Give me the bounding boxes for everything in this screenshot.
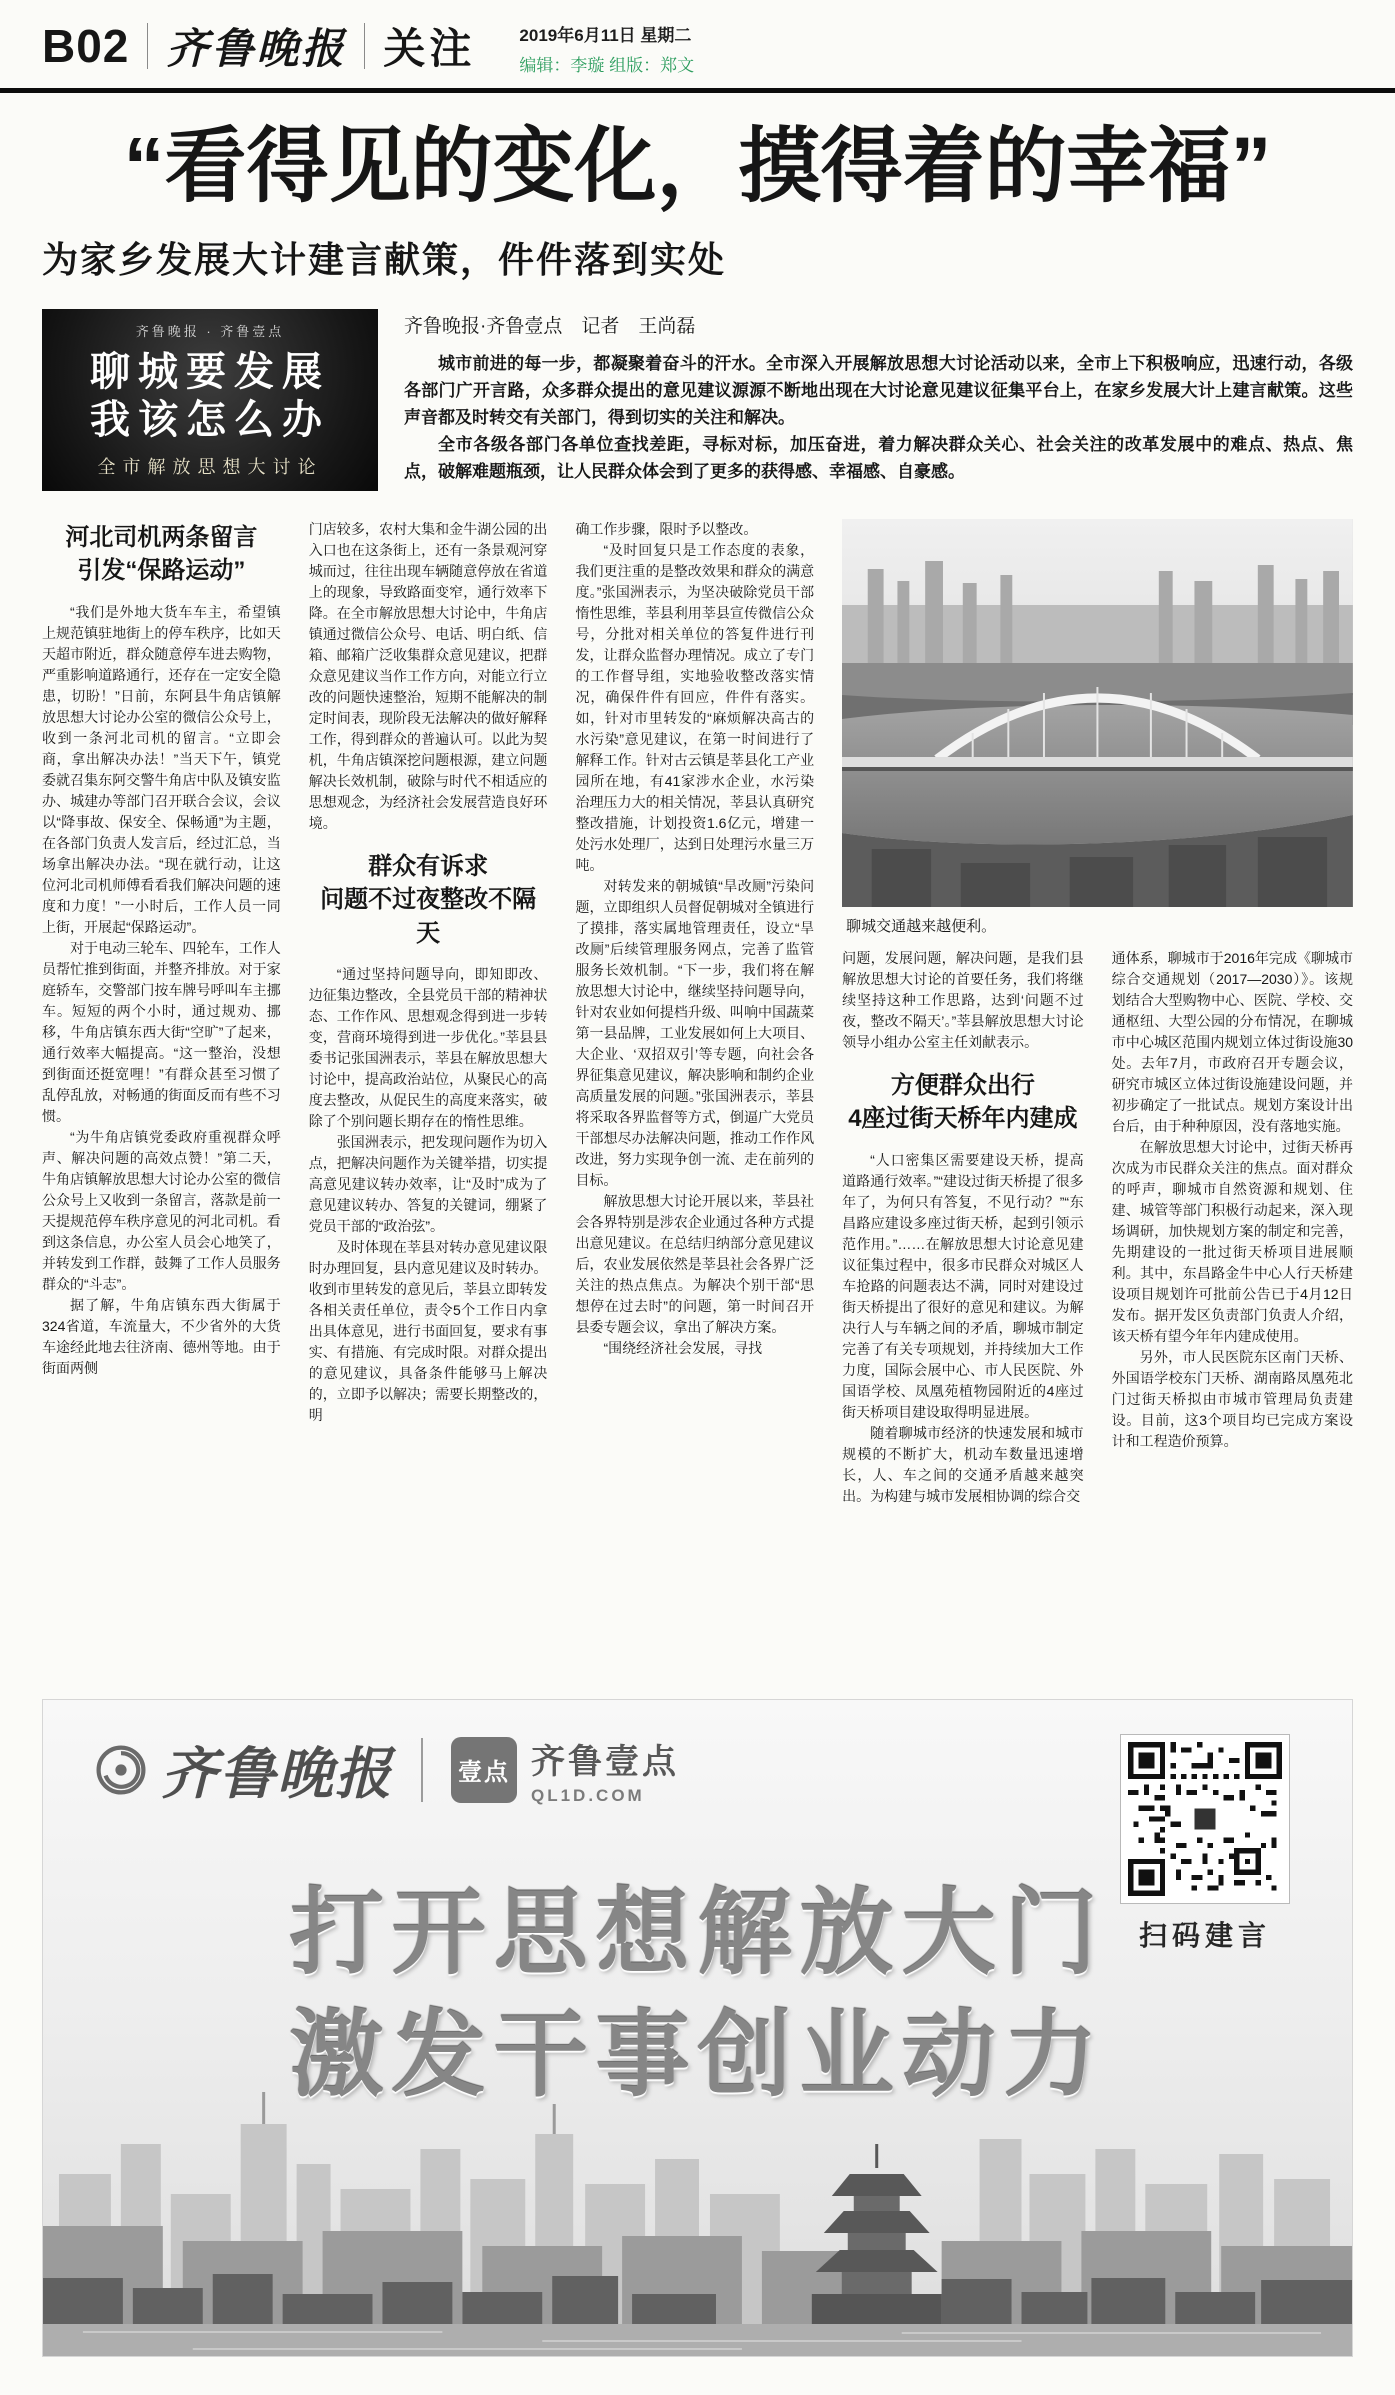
qilu-swirl-icon: [93, 1742, 149, 1798]
yidian-text-block: [531, 1734, 679, 1806]
promo-box: [42, 309, 378, 491]
masthead-logo: 齐鲁晚报: [166, 27, 347, 73]
text-column-2: [309, 519, 548, 1669]
body-paragraph: 及时体现在莘县对转办意见建议限时办理回复，县内意见建议及时转办。收到市里转发的意见后，莘县立即转发各相关责任单位，责令5个工作日内拿出具体意见，进行书面回复，要求有事实、有措施、有完成时限。对群众提出的意见建议，具备条件能够马上解决的，立即予以解决；需要长期整改的，明: [308, 1239, 548, 1424]
body-paragraph: 解放思想大讨论开展以来，莘县社会各界特别是涉农企业通过各种方式提出意见建议。在总结归纳部分意见建议后，农业发展依然是莘县社会各界广泛关注的热点焦点。为解决个别干部“思想停在过去时”的问题，第一时间召开县委专题会议，拿出了解决方案。: [575, 1192, 815, 1335]
section-title: 关注: [383, 25, 476, 72]
ad-masthead-logo: 齐鲁晚报: [161, 1743, 393, 1806]
body-paragraph: 问题，发展问题，解决问题，是我们县解放思想大讨论的首要任务，我们将继续坚持这种工作思路，达到‘问题不过夜，整改不隔天’。”莘县解放思想大讨论领导小组办公室主任刘献表示。: [842, 949, 1084, 1050]
qr-code: [1120, 1734, 1290, 1904]
ad-slogan-line-1: 打开思想解放大门: [289, 1879, 1106, 1985]
pagoda-silhouette: [812, 2144, 942, 2324]
section-heading-line: 问题不过夜整改不隔天: [320, 886, 537, 947]
section-heading-line: 方便群众出行: [890, 1071, 1035, 1099]
section-heading-line: 4座过街天桥年内建成: [848, 1105, 1078, 1133]
main-headline: “看得见的变化，摸得着的幸福”: [123, 121, 1272, 212]
body-paragraph: “我们是外地大货车车主，希望镇上规范镇驻地街上的停车秩序，比如天天超市附近，群众随意停车进去购物，严重影响道路通行，还存在一定安全隐患，切盼！”日前，东阿县牛角店镇解放思想大讨论办公室的微信公众号上，收到一条河北司机的留言。“立即会商，拿出解决办法！”当天下午，镇党委就召集东阿交警牛角店中队及镇安监办、城建办等部门召开联合会议，会议以“降事故、保安全、保畅通”为主题，在各部门负责人发言后，经过汇总，当场拿出解决办法。“现在就行动，让这位河北司机师傅看看我们解决问题的速度和力度！”一小时后，工作人员一同上街，开展起“保路运动”。: [42, 603, 281, 935]
body-paragraph: 另外，市人民医院东区南门天桥、外国语学校东门天桥、湖南路凤凰苑北门过街天桥拟由市城市管理局负责建设。目前，这3个项目均已完成方案设计和工程造价预算。: [1111, 1348, 1353, 1449]
section-heading-3: [842, 1069, 1083, 1136]
ad-divider: [421, 1738, 423, 1802]
qr-block: [1114, 1734, 1296, 1954]
section-heading-2: [309, 850, 548, 951]
bottom-advertisement: [42, 1699, 1353, 2357]
yidian-name: 齐鲁壹点: [531, 1742, 679, 1781]
ad-slogan-line-2: 激发干事创业动力: [289, 2001, 1106, 2107]
lower-columns: [842, 948, 1353, 1669]
body-paragraph: “人口密集区需要建设天桥，提高道路通行效率。”“建设过街天桥提了很多年了，为何只有答复，不见行动？”“东昌路应建设多座过街天桥，起到引领示范作用。”……在解放思想大讨论意见建议征集过程中，很多市民群众对城区人车抢路的问题表达不满，同时对建设过街天桥提出了很好的意见和建议。为解决行人与车辆之间的矛盾，聊城市制定完善了有关专项规划，并持续加大工作力度，国际会展中心、市人民医院、外国语学校、凤凰苑植物园附近的4座过街天桥项目建设取得明显进展。: [842, 1151, 1084, 1420]
body-paragraph: “及时回复只是工作态度的表象，我们更注重的是整改效果和群众的满意度。”张国洲表示，为坚决破除党员干部惰性思维，莘县利用莘县宣传微信公众号，分批对相关单位的答复件进行刊发，让群众监督办理情况。成立了专门的工作督导组，实地验收整改落实情况，确保件件有回应，件件有落实。如，针对市里转发的“麻烦解决高古的水污染”意见建议，在第一时间进行了解释工作。针对古云镇是莘县化工产业园所在地，有41家涉水企业，水污染治理压力大的相关情况，莘县认真研究整改措施，计划投资1.6亿元，增建一处污水处理厂，达到日处理污水量三万吨。: [575, 541, 815, 873]
body-paragraph: 对于电动三轮车、四轮车，工作人员帮忙推到街面，并整齐排放。对于家庭轿车，交警部门按车牌号呼叫车主挪车。短短的两个小时，通过规劝、挪移，牛角店镇东西大街“空旷”了起来，通行效率大幅提高。“这一整治，没想到街面还挺宽哩！”有群众甚至习惯了乱停乱放，对畅通的街面反而有些不习惯。: [42, 939, 281, 1124]
yidian-url: QL1D.COM: [531, 1785, 645, 1805]
section-heading-line: 群众有诉求: [368, 852, 489, 880]
section-heading-line: 河北司机两条留言: [65, 523, 258, 551]
section-heading-1: [42, 521, 281, 588]
body-paragraph: 随着聊城市经济的快速发展和城市规模的不断扩大，机动车数量迅速增长，人、车之间的交通矛盾越来越突出。为构建与城市发展相协调的综合交: [842, 1424, 1084, 1504]
text-column-5: [1112, 948, 1353, 1669]
header-rule: [0, 88, 1395, 93]
body-paragraph: “围绕经济社会发展，寻找: [603, 1339, 763, 1356]
header-divider: [147, 23, 148, 69]
lead-paragraph: 城市前进的每一步，都凝聚着奋斗的汗水。全市深入开展解放思想大讨论活动以来，全市上下积极响应，迅速行动，各级各部门广开言路，众多群众提出的意见建议源源不断地出现在大讨论意见建议征集平台上，在家乡发展大计上建言献策。这些声音都及时转交有关部门，得到切实的关注和解决。: [404, 353, 1353, 427]
right-block: [842, 519, 1353, 1669]
lead-text-block: [404, 309, 1353, 491]
yidian-logo-icon: 壹点: [451, 1737, 517, 1803]
article-body: [42, 519, 1353, 1669]
text-column-3: [575, 519, 814, 1669]
qr-label: 扫码建言: [1138, 1919, 1271, 1951]
section-heading-line: 引发“保路运动”: [77, 557, 246, 585]
header-meta: [519, 17, 694, 76]
promo-line-1: 聊城要发展: [90, 349, 330, 394]
body-paragraph: “为牛角店镇党委政府重视群众呼声、解决问题的高效点赞！”第二天，牛角店镇解放思想大讨论办公室的微信公众号上又收到一条留言，落款是前一天提规范停车秩序意见的河北司机。看到这条信息，办公室人员会心地笑了，并转发到工作群，鼓舞了工作人员服务群众的“斗志”。: [42, 1128, 281, 1292]
body-paragraph: 门店较多，农村大集和金牛湖公园的出入口也在这条街上，还有一条景观河穿城而过，往往出现车辆随意停放在省道上的现象，导致路面变窄，通行效率下降。在全市解放思想大讨论中，牛角店镇通过微信公众号、电话、明白纸、信箱、邮箱广泛收集群众意见建议，把群众意见建议当作工作方向，对能立行立改的问题快速整治，短期不能解决的制定时间表，现阶段无法解决的做好解释工作，得到群众的普遍认可。以此为契机，牛角店镇深挖问题根源，建立问题解决长效机制，破除与时代不相适应的思想观念，为经济社会发展营造良好环境。: [308, 520, 548, 831]
byline: 齐鲁晚报·齐鲁壹点 记者 王尚磊: [404, 315, 696, 337]
body-paragraph: 确工作步骤，限时予以整改。: [575, 520, 758, 537]
lead-paragraph: 全市各级各部门各单位查找差距，寻标对标，加压奋进，着力解决群众关心、社会关注的改革发展中的难点、热点、焦点，破解难题瓶颈，让人民群众体会到了更多的获得感、幸福感、自豪感。: [404, 435, 1353, 482]
body-paragraph: 张国洲表示，把发现问题作为切入点，把解决问题作为关键举措，切实提高意见建议转办效率，让“及时”成为了意见建议转办、答复的关键词，绷紧了党员干部的“政治弦”。: [308, 1134, 548, 1235]
photo-caption: 聊城交通越来越便利。: [846, 917, 997, 935]
article-lead-row: [42, 309, 1353, 491]
promo-line-2: 我该怎么办: [90, 398, 330, 443]
text-column-1: [42, 519, 281, 1669]
editor-credits: 编辑：李璇 组版：郑文: [519, 55, 695, 75]
sub-headline: 为家乡发展大计建言献策，件件落到实处: [42, 238, 727, 280]
body-paragraph: 在解放思想大讨论中，过街天桥再次成为市民群众关注的焦点。面对群众的呼声，聊城市自然资源和规划、住建、城管等部门积极行动起来，深入现场调研，加快规划方案的制定和完善，先期建设的一批过街天桥项目进展顺利。其中，东昌路金牛中心人行天桥建设项目规划许可批前公告已于4月12日发布。据开发区负责部门负责人介绍，该天桥有望今年年内建成使用。: [1111, 1138, 1353, 1344]
publication-date: 2019年6月11日 星期二: [519, 25, 692, 45]
promo-brand: 齐鲁晚报 · 齐鲁壹点: [135, 323, 285, 339]
body-paragraph: 通体系，聊城市于2016年完成《聊城市综合交通规划（2017—2030）》。该规划结合大型购物中心、医院、学校、交通枢纽、大型公园的分布情况，在聊城市中心城区范围内规划立体过街设施30处。去年7月，市政府召开专题会议，研究市城区立体过街设施建设问题，并初步确定了一批试点。规划方案设计出台后，由于种种原因，没有落地实施。: [1111, 949, 1353, 1134]
page-header: [0, 0, 1395, 88]
page-number: B02: [42, 20, 130, 72]
body-paragraph: 对转发来的朝城镇“旱改厕”污染问题，立即组织人员督促朝城对全镇进行了摸排，落实属地管理责任，设立“旱改厕”后续管理服务网点，完善了监管服务长效机制。“下一步，我们将在解放思想大讨论中，继续坚持问题导向，针对农业如何提档升级、叫响中国蔬菜第一县品牌，工业发展如何上大项目、大企业、‘双招双引’等专题，向社会各界征集意见建议，解决影响和制约企业高质量发展的问题。”张国洲表示，莘县将采取各界监督等方式，倒逼广大党员干部想尽办法解决问题，推动工作作风改进，努力实现争创一流、走在前列的目标。: [575, 877, 815, 1188]
promo-subtitle: 全市解放思想大讨论: [97, 456, 323, 477]
body-paragraph: 据了解，牛角店镇东西大街属于324省道，车流量大，不少省外的大货车途经此地去往济南、德州等地。由于街面两侧: [42, 1296, 281, 1376]
qr-code-icon: [1128, 1742, 1282, 1896]
bridge-photo: [842, 519, 1353, 907]
text-column-4: [842, 948, 1083, 1669]
header-divider: [364, 23, 365, 69]
body-paragraph: “通过坚持问题导向，即知即改、边征集边整改，全县党员干部的精神状态、工作作风、思想观念得到进一步转变，营商环境得到进一步优化。”莘县县委书记张国洲表示，莘县在解放思想大讨论中，提高政治站位，从聚民心的高度去整改，从促民生的高度来落实，破除了个别问题长期存在的惰性思维。: [308, 966, 548, 1130]
